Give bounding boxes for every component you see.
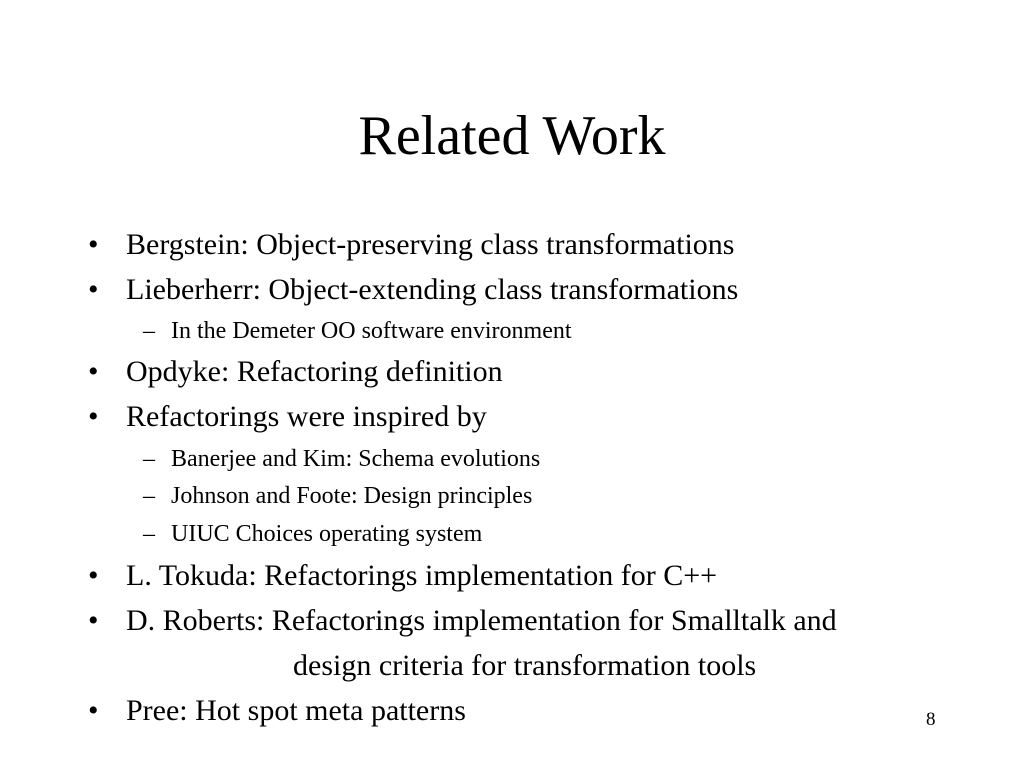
bullet-text: L. Tokuda: Refactorings implementation for C++ [126, 559, 718, 592]
bullet-text: Pree: Hot spot meta patterns [126, 694, 466, 727]
sub-bullet-item [143, 481, 533, 511]
bullet-text: Lieberherr: Object-extending class transformations [126, 273, 739, 306]
sub-bullet-text: Johnson and Foote: Design principles [171, 483, 533, 509]
sub-bullet-text: Banerjee and Kim: Schema evolutions [171, 446, 541, 472]
bullet-marker: • [88, 604, 99, 637]
bullet-item [88, 603, 837, 639]
bullet-item [88, 227, 735, 263]
bullet-item [88, 558, 718, 594]
bullet-marker: • [88, 228, 99, 261]
sub-bullet-item [143, 444, 541, 474]
bullet-marker: • [88, 400, 99, 433]
sub-bullet-text: UIUC Choices operating system [171, 521, 483, 547]
bullet-marker: • [88, 273, 99, 306]
dash-marker: – [143, 446, 155, 472]
bullet-text: D. Roberts: Refactorings implementation for Smalltalk and [126, 604, 837, 637]
bullet-item [88, 399, 487, 435]
sub-bullet-item [143, 519, 483, 549]
slide-title: Related Work [358, 105, 666, 167]
bullet-item [88, 272, 739, 308]
dash-marker: – [143, 483, 155, 509]
dash-marker: – [143, 521, 155, 547]
bullet-item [88, 693, 466, 729]
bullet-text: Refactorings were inspired by [126, 400, 487, 433]
page-number: 8 [926, 709, 936, 730]
sub-bullet-item [143, 316, 572, 346]
dash-marker: – [143, 318, 155, 344]
bullet-continuation-text: design criteria for transformation tools [293, 649, 757, 682]
bullet-marker: • [88, 559, 99, 592]
bullet-marker: • [88, 355, 99, 388]
bullet-item [88, 354, 503, 390]
bullet-marker: • [88, 694, 99, 727]
sub-bullet-text: In the Demeter OO software environment [171, 318, 572, 344]
bullet-text: Bergstein: Object-preserving class transformations [126, 228, 735, 261]
bullet-text: Opdyke: Refactoring definition [126, 355, 503, 388]
